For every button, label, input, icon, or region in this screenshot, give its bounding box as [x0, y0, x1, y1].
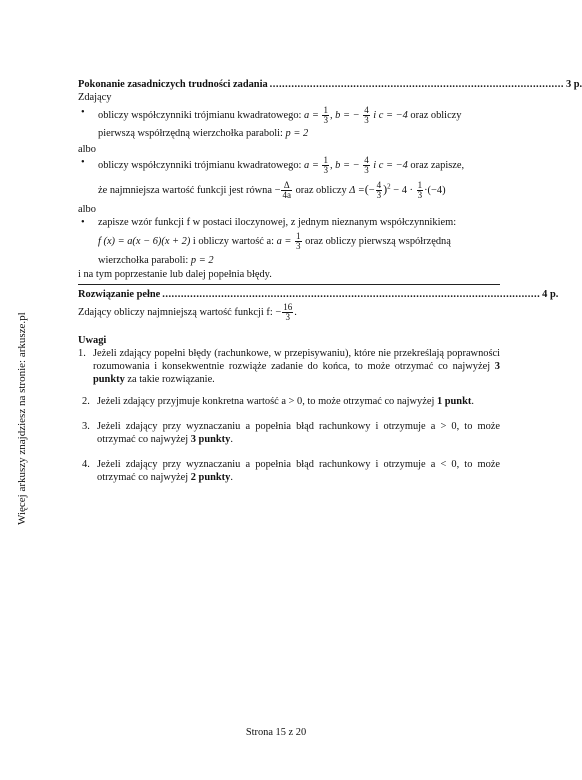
bullet-icon: • [81, 217, 85, 228]
intro-text: Zdający [78, 92, 112, 103]
page-footer: Strona 15 z 20 [245, 727, 307, 738]
notes-section [78, 334, 500, 484]
or-text: albo [78, 144, 96, 155]
list-item: • obliczy współczynniki trójmianu kwadratowego: a = $\frac{1}{3}$ , b = − $\frac{4}{3}$ i c = −4 oraz obliczy pierwszą współrzędną wierzchołka paraboli: p = 2 [81, 105, 462, 139]
fraction: $\frac{16}{3}$ [283, 302, 293, 322]
fraction: $\frac{1}{3}$ [323, 105, 328, 125]
full-solution-text: Zdający obliczy najmniejszą wartość funkcji f: − $\frac{16}{3}$ . [78, 302, 297, 322]
fraction: $\frac{1}{3}$ [296, 231, 301, 251]
section-label: Rozwiązanie pełne [78, 289, 161, 300]
section-label: Pokonanie zasadniczych trudności zadania [78, 79, 268, 90]
list-item: • obliczy współczynniki trójmianu kwadratowego: a = $\frac{1}{3}$ , b = − $\frac{4}{3}$ i c = −4 oraz zapisze, że najmniejsza wartość funkcji jest równa − $\frac{\Delta}{4a}$ oraz obliczy Δ =(− $\frac{4}{3}$ )$^2$ − 4 · $\frac{1}{3}$ ·(−4) [81, 155, 465, 200]
note-item: 4. Jeżeli zdający przy wyznaczaniu a popełnia błąd rachunkowy i otrzymuje a < 0, to może otrzymać co najwyżej 2 punkty. [82, 459, 500, 483]
side-watermark-text: Więcej arkuszy znajdziesz na stronie: arkusze.pl [16, 312, 28, 525]
fraction: $\frac{4}{3}$ [364, 105, 369, 125]
fraction: $\frac{\Delta}{4a}$ [282, 180, 291, 200]
dot-leader: .......................................................................................................................... [162, 289, 541, 300]
section-points: 3 p. [565, 79, 582, 90]
note-item: 3. Jeżeli zdający przy wyznaczaniu a popełnia błąd rachunkowy i otrzymuje a > 0, to może otrzymać co najwyżej 3 punkty. [82, 421, 500, 445]
fraction: $\frac{4}{3}$ [376, 180, 382, 200]
fraction: $\frac{1}{3}$ [417, 180, 423, 200]
section-header-difficulties [78, 78, 582, 91]
fraction: $\frac{1}{3}$ [323, 155, 328, 175]
grading-content [78, 78, 582, 484]
bullet-icon: • [81, 107, 85, 118]
note-item: 1. Jeżeli zdający popełni błędy (rachunkowe, w przepisywaniu), które nie przekreślają poprawności rozumowania i konsekwentnie rozwiąże zadanie do końca, to może otrzymać co najwyżej 3 punkty za takie rozwiązanie. [78, 348, 500, 385]
dot-leader: ............................................................................................... [269, 79, 564, 90]
tail-text: i na tym poprzestanie lub dalej popełnia błędy. [78, 269, 272, 280]
bullet-icon: • [81, 157, 85, 168]
list-item: • zapisze wzór funkcji f w postaci iloczynowej, z jednym nieznanym współczynnikiem: f (x) = a(x − 6)(x + 2) i obliczy wartość a: a = $\frac{1}{3}$ oraz obliczy pierwszą współrzędną wierzchołka paraboli: p = 2 [81, 217, 457, 266]
note-item: 2. Jeżeli zdający przyjmuje konkretna wartość a > 0, to może otrzymać co najwyżej 1 punkt. [82, 396, 474, 407]
fraction: $\frac{4}{3}$ [364, 155, 369, 175]
section-points: 4 p. [542, 289, 559, 300]
or-text: albo [78, 204, 96, 215]
divider [78, 284, 500, 285]
section-header-full-solution [78, 288, 559, 301]
notes-title: Uwagi [78, 335, 107, 346]
